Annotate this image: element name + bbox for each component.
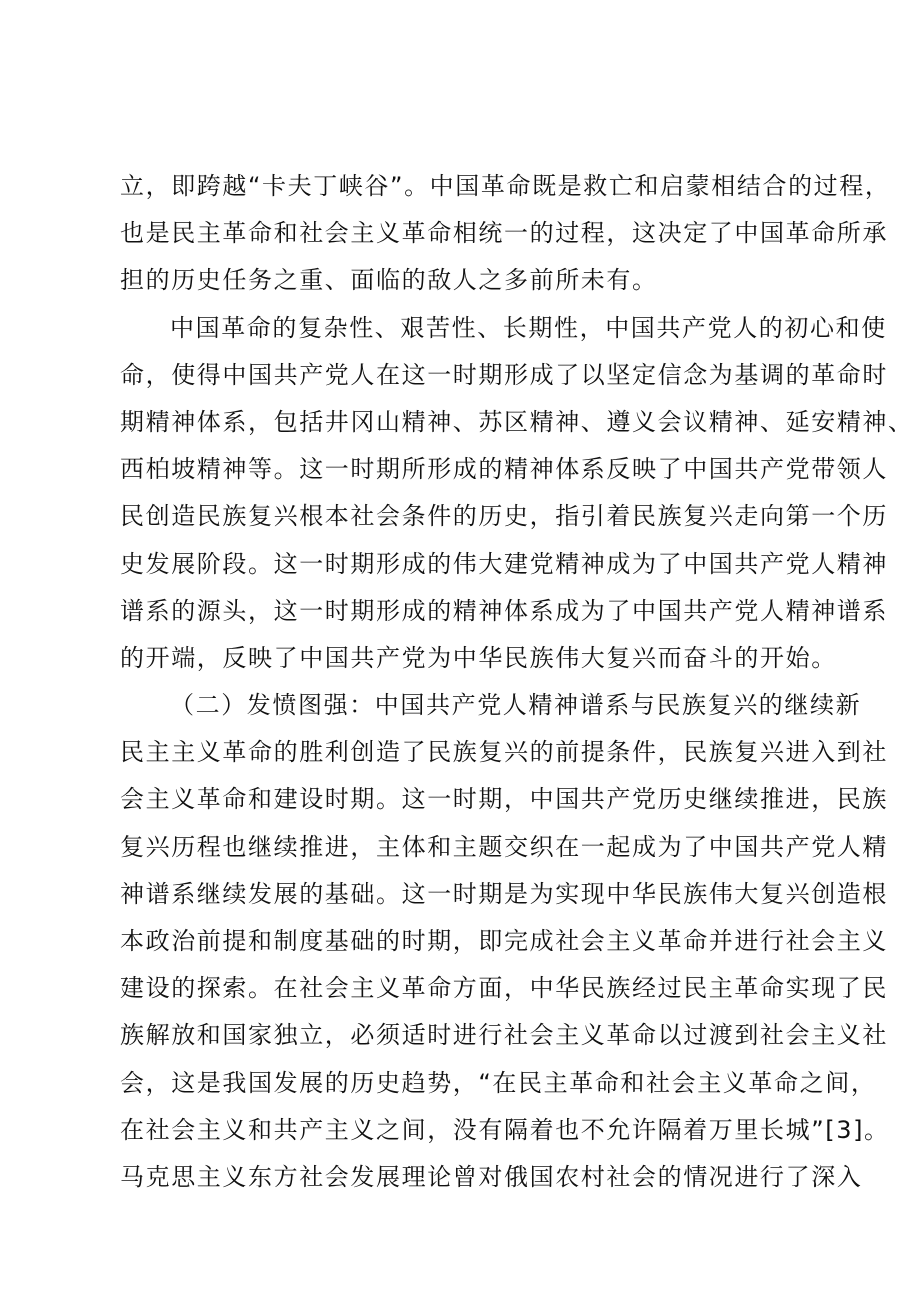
body-text: [120, 163, 914, 1201]
text-line: 命，使得中国共产党人在这一时期形成了以坚定信念为基调的革命时: [120, 360, 888, 389]
text-line: 族解放和国家独立，必须适时进行社会主义革命以过渡到社会主义社: [120, 1021, 888, 1050]
text-line: 谱系的源头，这一时期形成的精神体系成为了中国共产党人精神谱系: [120, 596, 888, 625]
text-line: 的开端，反映了中国共产党为中华民族伟大复兴而奋斗的开始。: [120, 643, 837, 672]
text-line: 也是民主革命和社会主义革命相统一的过程，这决定了中国革命所承: [120, 219, 888, 248]
text-line: 本政治前提和制度基础的时期，即完成社会主义革命并进行社会主义: [120, 927, 888, 955]
text-line: 神谱系继续发展的基础。这一时期是为实现中华民族伟大复兴创造根: [120, 879, 888, 908]
paragraph-2: [120, 305, 914, 683]
text-line: 中国革命的复杂性、艰苦性、长期性，中国共产党人的初心和使: [170, 313, 887, 342]
text-line: 会主义革命和建设时期。这一时期，中国共产党历史继续推进，民族: [120, 785, 888, 814]
text-line: 建设的探索。在社会主义革命方面，中华民族经过民主革命实现了民: [120, 974, 888, 1003]
text-line: 在社会主义和共产主义之间，没有隔着也不允许隔着万里长城”[3]。: [120, 1115, 890, 1144]
text-line: 立，即跨越“卡夫丁峡谷”。中国革命既是救亡和启蒙相结合的过程，: [120, 172, 891, 200]
paragraph-3: [120, 682, 890, 1201]
text-line: 民主主义革命的胜利创造了民族复兴的前提条件，民族复兴进入到社: [120, 738, 888, 767]
text-line: 西柏坡精神等。这一时期所形成的精神体系反映了中国共产党带领人: [120, 455, 888, 484]
paragraph-1: [120, 163, 891, 305]
text-line: 马克思主义东方社会发展理论曾对俄国农村社会的情况进行了深入: [120, 1162, 863, 1191]
text-line: （二）发愤图强：中国共产党人精神谱系与民族复兴的继续新: [170, 691, 862, 720]
text-line: 期精神体系，包括井冈山精神、苏区精神、遵义会议精神、延安精神、: [120, 407, 914, 436]
text-line: 复兴历程也继续推进，主体和主题交织在一起成为了中国共产党人精: [120, 832, 888, 861]
text-line: 会，这是我国发展的历史趋势，“在民主革命和社会主义革命之间，: [120, 1068, 877, 1097]
text-line: 民创造民族复兴根本社会条件的历史，指引着民族复兴走向第一个历: [120, 502, 888, 531]
text-line: 史发展阶段。这一时期形成的伟大建党精神成为了中国共产党人精神: [120, 549, 888, 578]
text-line: 担的历史任务之重、面临的敌人之多前所未有。: [120, 266, 658, 295]
